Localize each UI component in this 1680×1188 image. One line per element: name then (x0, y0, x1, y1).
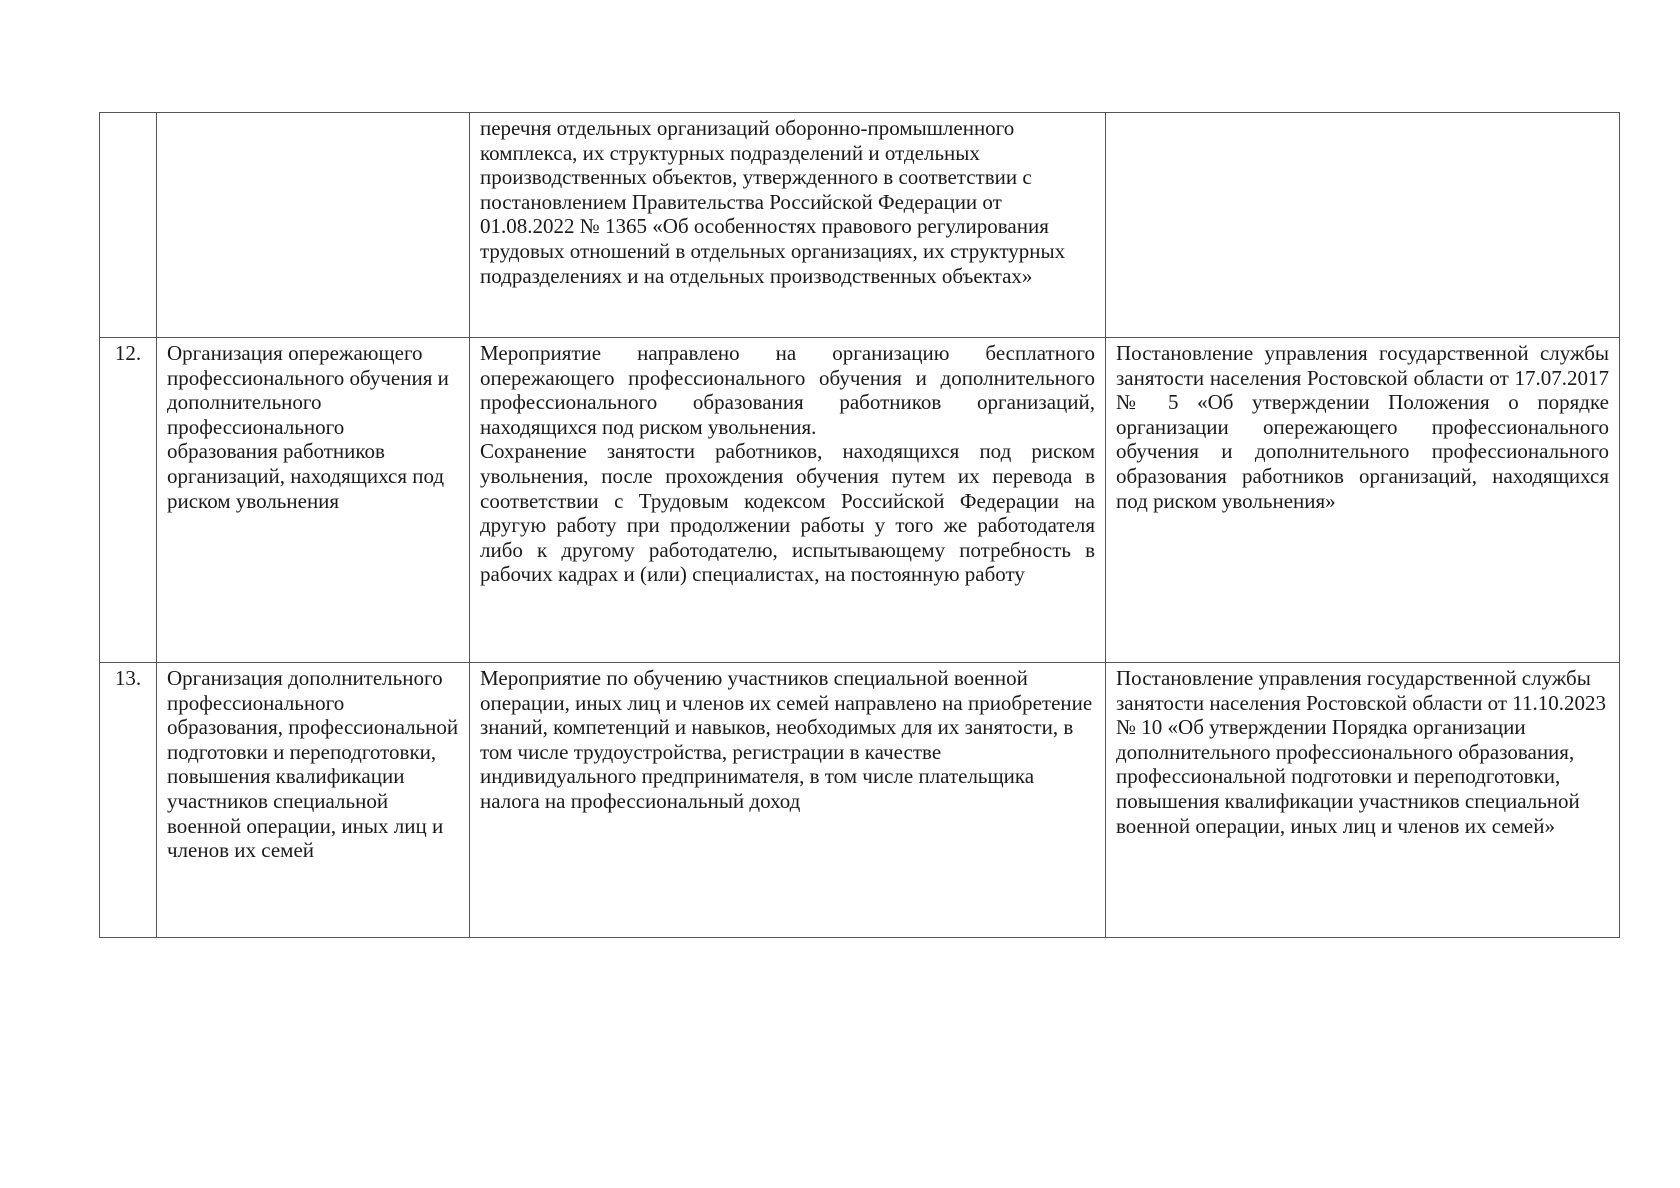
table-row (100, 663, 1620, 938)
measure-name-cell: Организация дополнительного профессионального образования, профессиональной подготовки и переподготовки, повышения квалификации участников специальной военной операции, иных лиц и членов их семей (157, 663, 470, 938)
measure-description-cell (470, 113, 1106, 338)
measures-table (99, 112, 1620, 938)
legal-basis-cell (1106, 113, 1620, 338)
row-number-cell (100, 113, 157, 338)
description-paragraph: Мероприятие по обучению участников специальной военной операции, иных лиц и членов их семей направлено на приобретение знаний, компетенций и навыков, необходимых для их занятости, в том числе трудоустройства, регистрации в качестве индивидуального предпринимателя, в том числе плательщика налога на профессиональный доход (480, 666, 1093, 813)
measure-description-cell (470, 663, 1106, 938)
table-row (100, 338, 1620, 663)
measure-name-cell (157, 113, 470, 338)
description-paragraph: Мероприятие направлено на организацию бесплатного опережающего профессионального обучения и дополнительного профессионального образования работников организаций, находящихся под риском увольнения. (480, 341, 1095, 439)
description-paragraph: Сохранение занятости работников, находящихся под риском увольнения, после прохождения обучения путем их перевода в соответствии с Трудовым кодексом Российской Федерации на другую работу при продолжении работы у того же работодателя либо к другому работодателю, испытывающему потребность в рабочих кадрах и (или) специалистах, на постоянную работу (480, 439, 1095, 587)
legal-basis-cell: Постановление управления государственной службы занятости населения Ростовской области от 11.10.2023 № 10 «Об утверждении Порядка организации дополнительного профессионального образования, профессиональной подготовки и переподготовки, повышения квалификации участников специальной военной операции, иных лиц и членов их семей» (1106, 663, 1620, 938)
measure-description-cell (470, 338, 1106, 663)
row-number-cell: 13. (100, 663, 157, 938)
row-number-cell: 12. (100, 338, 157, 663)
legal-basis-cell: Постановление управления государственной службы занятости населения Ростовской области от 17.07.2017 № 5 «Об утверждении Положения о порядке организации опережающего профессионального обучения и дополнительного профессионального образования работников организаций, находящихся под риском увольнения» (1106, 338, 1620, 663)
measure-name-cell: Организация опережающего профессионального обучения и дополнительного профессионального образования работников организаций, находящихся под риском увольнения (157, 338, 470, 663)
description-paragraph: перечня отдельных организаций оборонно-промышленного комплекса, их структурных подразделений и отдельных производственных объектов, утвержденного в соответствии с постановлением Правительства Российской Федерации от 01.08.2022 № 1365 «Об особенностях правового регулирования трудовых отношений в отдельных организациях, их структурных подразделениях и на отдельных производственных объектах» (480, 116, 1066, 288)
table-row (100, 113, 1620, 338)
